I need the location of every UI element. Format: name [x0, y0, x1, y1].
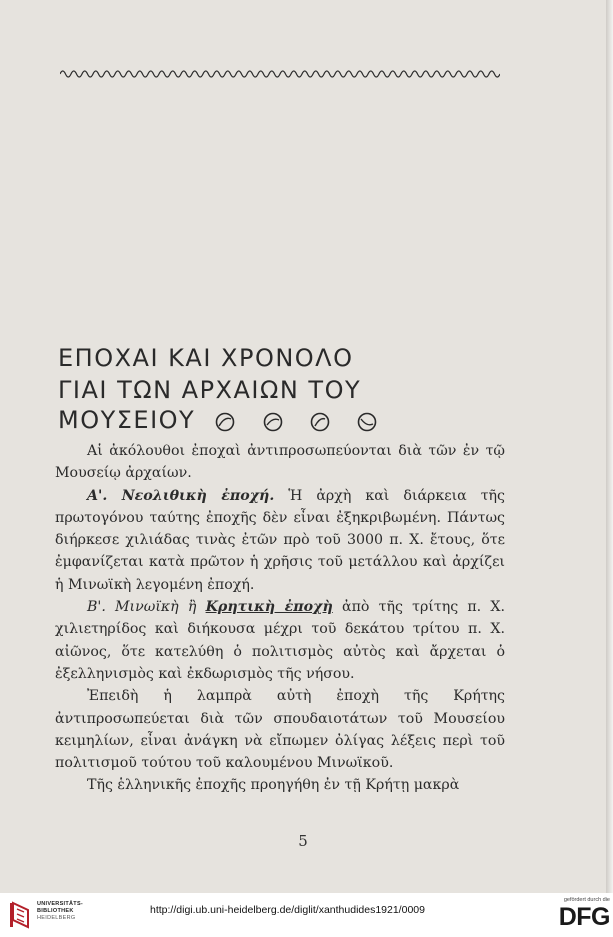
title-line-3-row — [58, 406, 358, 435]
library-name-line-2: BIBLIOTHEK — [37, 908, 74, 914]
paragraph-4: Τῆς ἑλληνικῆς ἐποχῆς προηγήθη ἐν τῇ Κρήτῃ μακρὰ — [87, 777, 460, 794]
ivy-leaf-icon — [262, 411, 284, 433]
paragraph-section-a — [55, 485, 505, 596]
section-b-label-prefix: Β'. Μινωϊκὴ ἢ — [87, 599, 197, 616]
section-b-label-underlined: Κρητικὴ ἐποχὴ — [205, 599, 333, 616]
title-line-2: ΓΙΑΙ ΤΩΝ ΑΡΧΑΙΩΝ ΤΟΥ — [58, 376, 362, 404]
university-library-name — [37, 901, 107, 922]
page-edge — [606, 0, 613, 893]
library-name-line-1: UNIVERSITÄTS- — [37, 901, 84, 907]
leaf-ornaments — [214, 407, 393, 435]
page-number: 5 — [298, 832, 308, 850]
dfg-logo: DFG — [558, 903, 610, 931]
title-line-1: ΕΠΟΧΑΙ ΚΑΙ ΧΡΟΝΟΛΟ — [58, 344, 354, 372]
section-a-label: Α'. Νεολιθικὴ ἐποχή. — [87, 487, 275, 504]
university-library-logo-icon — [8, 900, 34, 930]
ivy-leaf-icon — [214, 411, 236, 433]
ivy-leaf-icon — [309, 411, 331, 433]
paragraph-intro: Αἱ ἀκόλουθοι ἐποχαὶ ἀντιπροσωπεύονται διὰ τῶν ἐν τῷ Μουσείῳ ἀρχαίων. — [55, 443, 505, 482]
paragraph-3: Ἐπειδὴ ἡ λαμπρὰ αὐτὴ ἐποχὴ τῆς Κρήτης ἀντιπροσωπεύεται διὰ τῶν σπουδαιοτάτων τοῦ Μουσείου κειμηλίων, εἶναι ἀνάγκη νὰ εἴπωμεν ὀλίγας λέξεις περὶ τοῦ πολιτισμοῦ τούτου τοῦ καλουμένου Μινωϊκοῦ. — [55, 688, 505, 772]
library-name-line-3: HEIDELBERG — [37, 915, 76, 921]
title-line-3: ΜΟΥΣΕΙΟΥ — [58, 406, 196, 434]
section-a-text: Ἡ ἀρχὴ καὶ διάρκεια τῆς πρωτογόνου ταύτης ἐποχῆς δὲν εἶναι ἐξηκριβωμένη. Πάντως διήρκεσε χιλιάδας τινὰς ἐτῶν πρὸ τοῦ 3000 π. Χ. ἔτους, ὅτε ἐμφανίζεται κατὰ πρῶτον ἡ χρῆσις τοῦ μετάλλου καὶ ἀρχίζει ἡ Μινωϊκὴ λεγομένη ἐποχή. — [55, 487, 505, 593]
body-text — [55, 440, 505, 797]
digitization-footer — [0, 893, 613, 937]
source-url-link[interactable]: http://digi.ub.uni-heidelberg.de/diglit/xanthudides1921/0009 — [150, 904, 425, 916]
paragraph-section-b — [55, 596, 505, 685]
funded-by-label: gefördert durch die — [563, 897, 610, 903]
decorative-wave-border — [60, 66, 500, 82]
ivy-leaf-icon — [356, 411, 378, 433]
section-b-text: ἀπὸ τῆς τρίτης π. Χ. χιλιετηρίδος καὶ διήκουσα μέχρι τοῦ δεκάτου τρίτου π. Χ. αἰῶνος, ὅτε κατελύθη ὁ πολιτισμὸς αὐτὸς καὶ ἄρχεται ὁ ἐξελληνισμὸς καὶ ἐκδωρισμὸς τῆς νήσου. — [55, 599, 505, 682]
